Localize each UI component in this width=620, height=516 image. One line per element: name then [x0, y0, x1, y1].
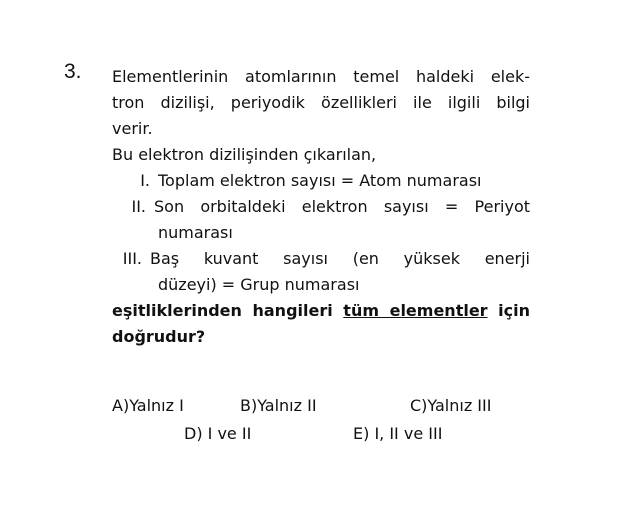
stem-text-end: için	[487, 301, 530, 320]
statement-3	[112, 246, 530, 272]
option-d[interactable]: D) I ve II	[184, 424, 252, 443]
question-body	[112, 64, 530, 350]
statement-3-number: III.	[122, 249, 142, 268]
stem-underlined: tüm elementler	[343, 301, 488, 320]
option-a[interactable]: A)Yalnız I	[112, 396, 184, 415]
stem-text: eşitliklerinden hangileri	[112, 301, 344, 320]
intro-line-3: verir.	[112, 119, 153, 138]
intro-line-2: tron dizilişi, periyodik özellikleri ile ilgili bilgi	[112, 93, 530, 112]
statement-1	[112, 168, 530, 194]
statement-2-text: Son orbitaldeki elektron sayısı = Periyot	[154, 197, 530, 216]
option-c[interactable]: C)Yalnız III	[410, 396, 492, 415]
question-stem	[112, 298, 530, 324]
statement-2	[112, 194, 530, 220]
statement-2-continuation: numarası	[158, 223, 233, 242]
option-b[interactable]: B)Yalnız II	[240, 396, 317, 415]
lead-text: Bu elektron dizilişinden çıkarılan,	[112, 145, 377, 164]
statement-1-text: Toplam elektron sayısı = Atom numarası	[158, 171, 482, 190]
option-e[interactable]: E) I, II ve III	[353, 424, 443, 443]
statement-3-continuation: düzeyi) = Grup numarası	[158, 275, 360, 294]
statement-1-number: I.	[140, 171, 150, 190]
statement-3-text: Baş kuvant sayısı (en yüksek enerji	[150, 249, 530, 268]
intro-line-1: Elementlerinin atomlarının temel haldeki elek-	[112, 67, 530, 86]
question-stem-line2: doğrudur?	[112, 327, 206, 346]
question-number: 3.	[64, 60, 82, 83]
statement-2-number: II.	[131, 197, 146, 216]
